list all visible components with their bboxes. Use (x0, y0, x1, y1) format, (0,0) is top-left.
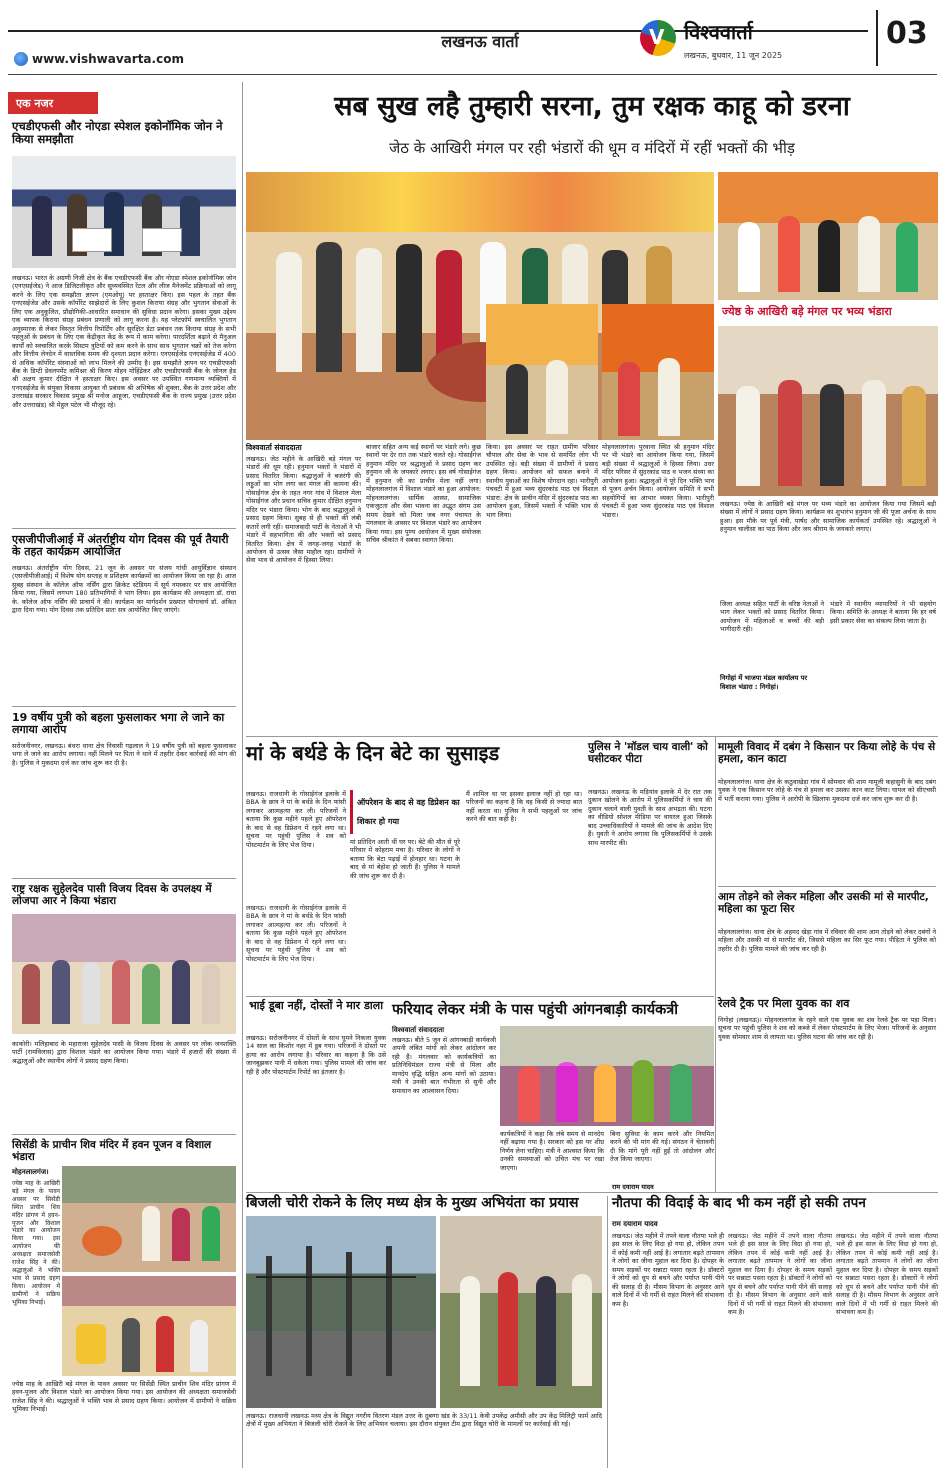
tag-label: एक नजर (16, 97, 54, 110)
heat-body-col2: लखनऊ। जेठ महीने में तपने वाला नौतपा भले ही इस साल के लिए विदा हो गया हो, लेकिन तपन में कोई कमी नहीं आई है। लगातार बढ़ते तापमान ने लोगों का जीना मुहाल कर दिया है। दोपहर के समय सड़कों पर सन्नाटा पसरा रहता है। डॉक्टरों ने लोगों को धूप से बचने और पर्याप्त पानी पीने की सलाह दी है। मौसम विभाग के अनुसार आने वाले दिनों में भी गर्मी से राहत मिलने की संभावना कम है। (728, 1232, 832, 1317)
story5-headline: सिसेंडी के प्राचीन शिव मंदिर में हवन पूजन व विशाल भंडारा (12, 1139, 212, 1163)
story5-dateline: मोहनलालगंज। (12, 1168, 49, 1176)
mango-body: मोहनलालगंज। थाना क्षेत्र के अहमद खेड़ा गांव में रविवार की शाम आम तोड़ने को लेकर दबंगों ने महिला और उसकी मां से मारपीट की, जिससे महिला का सिर फूट गया। पीड़िता ने पुलिस को तहरीर दी है। पुलिस मामले की जांच कर रही है। (718, 928, 936, 953)
railway-body: निगोहां (लखनऊ)। मोहनलालगंज के रहने वाले एक युवक का शव रेलवे ट्रैक पर पड़ा मिला। सूचना पर पहुंची पुलिस ने शव को कब्जे में लेकर पोस्टमार्टम के लिए भेजा। परिजनों के अनुसार युवक सोमवार शाम से लापता था। पुलिस घटना की जांच कर रही है। (718, 1016, 936, 1041)
right-story-col-a: जिला अध्यक्ष सहित पार्टी के वरिष्ठ नेताओं ने भाग लेकर भक्तों को प्रसाद वितरित किया। आयोजन में महिलाओं व बच्चों की बड़ी भागीदारी रही। (720, 600, 824, 634)
ribbon-headline: मामूली विवाद में दबंग ने किसान पर किया लोहे के पंच से हमला, कान काटा (718, 741, 936, 765)
electricity-photo-2 (440, 1216, 602, 1408)
brother-headline: भाई डूबा नहीं, दोस्तों ने मार डाला (248, 999, 384, 1012)
lead-headline: सब सुख लहै तुम्हारी सरना, तुम रक्षक काहू को डरना (334, 91, 850, 122)
globe-icon (14, 52, 28, 66)
page-number: 03 (876, 10, 936, 66)
right-story-photo (718, 326, 938, 496)
anganwadi-byline: राम दयाराम यादव (612, 1183, 654, 1191)
brother-body: लखनऊ। सरोजनीनगर में दोस्तों के साथ घूमने निकला युवक 14 साल का किशोर नहर में डूब गया। परिजनों ने दोस्तों पर हत्या का आरोप लगाया है। परिवार का कहना है कि उसे जानबूझकर पानी में धकेला गया। पुलिस मामले की जांच कर रही है और पोस्टमार्टम रिपोर्ट का इंतजार है। (246, 1034, 386, 1076)
lead-col2: बाजार सहित अन्य कई स्थानों पर भंडारे लगे। कुछ स्थानों पर देर रात तक भंडारे चलते रहे। गोसाईंगंज हनुमान मंदिर पर श्रद्धालुओं ने प्रसाद ग्रहण कर हनुमान जी के जयकारे लगाए। इस वर्ष गोसाईगंज में हनुमान जी का प्राचीन मेला नहीं लगा। मोहनलालगंज में विशाल भंडारे का हुआ आयोजन: मोहनलालगंज। धार्मिक आस्था, सामाजिक एकजुटता और सेवा भावना का अद्भुत संगम उस समय देखने को मिला जब नगर पंचायत के मंगलवार के अवसर पर विशाल भंडारे का आयोजन किया गया। इस पुण्य आयोजन में मुख्य संयोजक सचिव श्रीकांत ने सबका स्वागत किया। (366, 443, 481, 544)
anganwadi-bureau: विश्ववार्ता संवाददाता (392, 1026, 445, 1034)
story4-body: काकोरी। मलिहाबाद के महाराजा सुहेलदेव पासी के विजय दिवस के अवसर पर लोक जनशक्ति पार्टी (रामविलास) द्वारा विशाल भंडारे का आयोजन किया गया। भंडारे में हजारों की संख्या में श्रद्धालुओं और स्थानीय लोगों ने प्रसाद ग्रहण किया। (12, 1040, 236, 1065)
story5-body: ज्येष्ठ माह के आखिरी बड़े मंगल के पावन अवसर पर सिसेंडी स्थित प्राचीन शिव मंदिर प्रांगण में हवन-पूजन और विशाल भंडारे का आयोजन किया गया। इस आयोजन की अध्यक्षता समाजसेवी राजेश सिंह ने की। श्रद्धालुओं ने भक्ति भाव से प्रसाद ग्रहण किया। आयोजन में ग्रामीणों ने सक्रिय भूमिका निभाई। (12, 1180, 60, 1306)
suicide-col3: मैं शामिल था पर इसका इलाज नहीं हो रहा था। परिजनों का कहना है कि वह किसी से ज्यादा बात नहीं करता था। पुलिस ने सभी पहलुओं पर जांच करने की बात कही है। (466, 790, 582, 824)
lead-col1: लखनऊ। जेठ महीने के आखिरी बड़े मंगल पर भंडारों की धूम रही। हनुमान भक्तों ने भंडारों में प्रसाद वितरित किया। श्रद्धालुओं ने बजरंगी की लड्डुओं का भोग लगा कर मंगल की कामना की। गोसाईंगंज क्षेत्र के तहत नगर गांव में विशाल मेला गोसाईंगंज और प्रधान सचिव कुमार दीक्षित हनुमान मंदिर पर भंडारा किया। भोग के बाद श्रद्धालुओं ने प्रसाद ग्रहण किया। सुबह से ही भक्तों की लंबी कतारें लगी रहीं। समाजवादी पार्टी के नेताओं ने भी भंडारे में सहभागिता की और भक्तों को प्रसाद वितरित किया। क्षेत्र में जगह-जगह भंडारों के आयोजन से उत्सव जैसा माहौल रहा। ग्रामीणों ने सेवा भाव से आयोजन में हिस्सा लिया। (246, 455, 361, 565)
left-column (8, 82, 238, 1468)
lead-mid-photo (602, 304, 714, 440)
anganwadi-col1: लखनऊ। बीते 5 जून से आंगनबाड़ी कार्यकत्री अपनी लंबित मांगों को लेकर आंदोलन कर रही हैं। मंगलवार को कार्यकत्रियों का प्रतिनिधिमंडल राज्य मंत्री से मिला और मानदेय वृद्धि सहित अन्य मांगों को उठाया। मंत्री ने उनकी बात गंभीरता से सुनी और समाधान का आश्वासन दिया। (392, 1036, 496, 1095)
lead-small-photo (486, 304, 598, 440)
brand-title: विश्ववार्ता (684, 20, 753, 44)
story1-headline: एचडीएफसी और नोएडा स्पेशल इकोनॉमिक जोन ने किया समझौता (12, 119, 223, 146)
story4-headline: राष्ट्र रक्षक सुहेलदेव पासी विजय दिवस के उपलक्ष्य में लोजपा आर ने किया भंडारा (12, 883, 212, 907)
dateline: लखनऊ, बुधवार, 11 जून 2025 (684, 51, 783, 60)
lead-col4: मोहनलालगंज। पुरवाना स्थित श्री हनुमान मंदिर पर भी भंडारे का आयोजन किया गया, जिसमें बड़ी संख्या में श्रद्धालुओं ने हिस्सा लिया। उधर मंदिर परिसर में सुंदरकांड पाठ व भजन संध्या का आयोजन हुआ। श्रद्धालुओं ने पूरे दिन भक्ति भाव से पूजन अर्चन किया। आयोजन समिति ने सभी सहयोगियों का आभार व्यक्त किया। भारीपुरी पंचवटी में हुआ भव्य सुंदरकांड पाठ एवं विशाल भंडारा। (602, 443, 714, 519)
story2-body: लखनऊ। अंतर्राष्ट्रीय योग दिवस, 21 जून के अवसर पर संजय गांधी आयुर्विज्ञान संस्थान (एसजीपीजीआई) में विशेष योग सप्ताह व प्रशिक्षण कार्यक्रमों का आयोजन किया जा रहा है। आज सुबह संस्थान के कॉलेज ऑफ नर्सिंग द्वारा क्रिकेट स्टेडियम में सूर्य नमस्कार पर सत्र आयोजित किया गया, जिसमें लगभग 180 प्रतिभागियों ने भाग लिया। इस कार्यक्रम की अध्यक्षता डॉ. राधा के. कॉलेज ऑफ नर्सिंग की प्राचार्य ने की। कार्यक्रम का मार्गदर्शन प्रख्यात योगाचार्य डॉ. अंकित द्वारा दिया गया। योग दिवस तक प्रतिदिन प्रातः सत्र आयोजित किए जाएंगे। (12, 564, 236, 615)
suicide-col1: लखनऊ। राजधानी के गोसाईगंज इलाके में BBA के छात्र ने मां के बर्थडे के दिन फांसी लगाकर आत्महत्या कर ली। परिजनों ने बताया कि कुछ महीने पहले हुए ऑपरेशन के बाद से वह डिप्रेशन में रहने लगा था। सूचना पर पहुंची पुलिस ने शव को पोस्टमार्टम के लिए भेज दिया। (246, 790, 346, 849)
heat-body: लखनऊ। जेठ महीने में तपने वाला नौतपा भले ही इस साल के लिए विदा हो गया हो, लेकिन तपन में कोई कमी नहीं आई है। लगातार बढ़ते तापमान ने लोगों का जीना मुहाल कर दिया है। दोपहर के समय सड़कों पर सन्नाटा पसरा रहता है। डॉक्टरों ने लोगों को धूप से बचने और पर्याप्त पानी पीने की सलाह दी है। मौसम विभाग के अनुसार आने वाले दिनों में भी गर्मी से राहत मिलने की संभावना कम है। (612, 1232, 724, 1308)
brand-logo-icon: V (640, 20, 676, 56)
anganwadi-photo (500, 1026, 714, 1126)
story2-headline: एसजीपीजीआई में अंतर्राष्ट्रीय योग दिवस की पूर्व तैयारी के तहत कार्यक्रम आयोजित (12, 533, 229, 559)
heat-byline: राम दयाराम यादव (612, 1220, 658, 1228)
electricity-caption: लखनऊ। राजधानी लखनऊ मध्य क्षेत्र के विद्युत नगरीय वितरण मंडल उत्तर के दुबग्गा खंड के 33/11 केवी उपकेंद्र अमौसी और उप केंद्र मिलिट्री फार्म आदि क्षेत्रों में मुख्य अभियंता ने बिजली चोरी रोकने के लिए अभियान चलाया। इस दौरान संयुक्त टीम द्वारा विद्युत चोरी के मामलों पर कार्रवाई की गई। (246, 1412, 602, 1429)
right-story-title: ज्येष्ठ के आखिरी बड़े मंगल पर भव्य भंडारा (722, 305, 892, 318)
right-story-box (718, 304, 938, 732)
electricity-photo-1 (246, 1216, 436, 1408)
story3-body: सरोजनीनगर, लखनऊ। बंथरा थाना क्षेत्र निवासी गढ़लाल ने 19 वर्षीय पुत्री को बहला फुसलाकर भगा ले जाने का आरोप लगाया। नहीं मिलने पर पिता ने थाने में तहरीर देकर कार्रवाई की मांग की है। पुलिस ने मुकदमा दर्ज कर जांच शुरू कर दी है। (12, 742, 236, 767)
electricity-headline: बिजली चोरी रोकने के लिए मध्य क्षेत्र के मुख्य अभियंता का प्रयास (246, 1195, 579, 1211)
masthead (0, 0, 945, 76)
bhandara-crowd-photo (62, 1276, 236, 1376)
suicide-col1-continued: लखनऊ। राजधानी के गोसाईगंज इलाके में BBA के छात्र ने मां के बर्थडे के दिन फांसी लगाकर आत्महत्या कर ली। परिजनों ने बताया कि कुछ महीने पहले हुए ऑपरेशन के बाद से वह डिप्रेशन में रहने लगा था। सूचना पर पहुंची पुलिस ने शव को पोस्टमार्टम के लिए भेज दिया। (246, 904, 346, 963)
ribbon-body: मोहनलालगंज। थाना क्षेत्र के कठुवाखेड़ा गांव में सोमवार की शाम मामूली कहासुनी के बाद दबंग युवक ने एक किसान पर लोहे के पंच से हमला कर उसका कान काट लिया। घायल को सीएचसी में भर्ती कराया गया। पुलिस ने आरोपी के खिलाफ मुकदमा दर्ज कर जांच शुरू कर दी है। (718, 778, 936, 803)
suicide-col2: मां प्रतिदिन आती थीं घर पर। बेटे की मौत से पूरे परिवार में कोहराम मचा है। परिवार के लोगों ने बताया कि बेटा पढ़ाई में होनहार था। घटना के बाद से मां बेहोश हो जाती हैं। पुलिस ने मामले की जांच शुरू कर दी है। (350, 838, 460, 880)
railway-story (716, 996, 938, 1192)
mou-signing-photo (12, 156, 236, 268)
mango-headline: आम तोड़ने को लेकर महिला और उसकी मां से मारपीट, महिला का फूटा सिर (718, 891, 929, 915)
right-story-body: लखनऊ। ज्येष्ठ के आखिरी बड़े मंगल पर भव्य भंडारे का आयोजन किया गया जिसमें बड़ी संख्या में लोगों ने प्रसाद ग्रहण किया। कार्यक्रम का शुभारंभ हनुमान जी की पूजा अर्चना के साथ हुआ। इस मौके पर पूर्व मंत्री, पार्षद और सामाजिक कार्यकर्ता उपस्थित रहे। श्रद्धालुओं ने हनुमान चालीसा का पाठ किया और जय श्रीराम के जयकारे लगाए। (720, 500, 936, 534)
right-story-subtag: निगोहां में भाजपा मंडल कार्यालय पर विशाल भंडारा : निगोहां। (720, 674, 808, 691)
anganwadi-col2: कार्यकत्रियों ने कहा कि लंबे समय से मानदेय नहीं बढ़ाया गया है। सरकार को इस पर शीघ्र निर्णय लेना चाहिए। मंत्री ने आश्वस्त किया कि उनकी समस्याओं को उचित मंच पर रखा जाएगा। (500, 1130, 604, 1172)
anganwadi-headline: फरियाद लेकर मंत्री के पास पहुंची आंगनबाड़ी कार्यकत्री (392, 1002, 678, 1018)
heat-headline: नौतपा की विदाई के बाद भी कम नहीं हो सकी तपन (612, 1195, 866, 1211)
lead-col3: किया। इस अवसर पर राहत ग्रामीण परिवार चौपाल और सेवा के भाव से समर्पित लोग भी उपस्थित रहे। बड़ी संख्या में ग्रामीणों ने प्रसाद ग्रहण किया। आयोजन को सफल बनाने में स्थानीय युवाओं का विशेष योगदान रहा। भारीपुरी पंचवटी में हुआ भव्य सुंदरकांड पाठ एवं विशाल भंडारा: क्षेत्र के प्राचीन मंदिर में सुंदरकांड पाठ का आयोजन हुआ, जिसमें भक्तों ने भक्ति भाव से भाग लिया। (486, 443, 598, 519)
bhandara-photo (12, 914, 236, 1034)
website-link[interactable]: www.vishwavarta.com (32, 52, 184, 66)
lead-bureau: विश्ववार्ता संवाददाता (246, 443, 302, 452)
anganwadi-col3: बिना सुविधा के काम करने और नियमित करने की भी मांग की गई। संगठन ने चेतावनी दी कि मांगे पूरी नहीं हुईं तो आंदोलन और तेज किया जाएगा। (610, 1130, 714, 1164)
ek-nazar-tag (8, 92, 98, 114)
police-headline: पुलिस ने 'मॉडल चाय वाली' को घसीटकर पीटा (588, 741, 708, 765)
story5-body-continued: ज्येष्ठ माह के आखिरी बड़े मंगल के पावन अवसर पर सिसेंडी स्थित प्राचीन शिव मंदिर प्रांगण में हवन-पूजन और विशाल भंडारे का आयोजन किया गया। इस आयोजन की अध्यक्षता समाजसेवी राजेश सिंह ने की। श्रद्धालुओं ने भक्ति भाव से प्रसाद ग्रहण किया। आयोजन में ग्रामीणों ने सक्रिय भूमिका निभाई। (12, 1380, 236, 1414)
heat-body-col3: लखनऊ। जेठ महीने में तपने वाला नौतपा भले ही इस साल के लिए विदा हो गया हो, लेकिन तपन में कोई कमी नहीं आई है। लगातार बढ़ते तापमान ने लोगों का जीना मुहाल कर दिया है। दोपहर के समय सड़कों पर सन्नाटा पसरा रहता है। डॉक्टरों ने लोगों को धूप से बचने और पर्याप्त पानी पीने की सलाह दी है। मौसम विभाग के अनुसार आने वाले दिनों में भी गर्मी से राहत मिलने की संभावना कम है। (836, 1232, 938, 1317)
right-story-col-b: भंडारे में स्थानीय व्यापारियों ने भी सहयोग किया। समिति के अध्यक्ष ने बताया कि हर वर्ष इसी प्रकार सेवा का संकल्प लिया जाता है। (830, 600, 936, 625)
section-title: लखनऊ वार्ता (441, 32, 519, 51)
suicide-sidebar-text: ऑपरेशन के बाद से वह डिप्रेशन का शिकार हो गया (357, 798, 460, 826)
police-body: लखनऊ। लखनऊ के मड़ियांव इलाके में देर रात तक दुकान खोलने के आरोप में पुलिसकर्मियों ने चाय की दुकान चलाने वाली युवती के साथ अभद्रता की। घटना का वीडियो सोशल मीडिया पर वायरल हुआ जिसके बाद उच्चाधिकारियों ने मामले की जांच के आदेश दिए हैं। युवती ने आरोप लगाया कि पुलिसकर्मियों ने उसके साथ मारपीट की। (588, 788, 712, 847)
railway-headline: रेलवे ट्रैक पर मिला युवक का शव (718, 997, 850, 1010)
story3-headline: 19 वर्षीय पुत्री को बहला फुसलाकर भगा ले जाने का लगाया आरोप (12, 711, 225, 737)
ribbon-story (716, 742, 938, 992)
lead-subheadline: जेठ के आखिरी मंगल पर रही भंडारों की धूम व मंदिरों में रहीं भक्तों की भीड़ (389, 139, 795, 157)
suicide-headline: मां के बर्थडे के दिन बेटे का सुसाइड (246, 741, 500, 765)
havan-photo (62, 1166, 236, 1272)
lead-right-photo (718, 172, 938, 300)
story1-body: लखनऊ। भारत के अग्रणी निजी क्षेत्र के बैंक एचडीएफसी बैंक और नोएडा स्पेशल इकोनॉमिक जोन (एनएसईजेड) ने आज डिजिटलीकृत और सुव्यवस्थित रेंटल और लीज मैनेजमेंट प्रक्रियाओं को लागू करने के लिए एक समझौता ज्ञापन (एमओयू) पर हस्ताक्षर किए। इस पहल के तहत बैंक एनएसईजेड और उसके कॉर्पोरेट साझेदारों के लिए कुशल किराया संग्रह और भुगतान सेवाओं के लिए एक अनुकूलित, प्रौद्योगिकी-आधारित समाधान की सुविधा प्रदान करेगा। इसका मुख्य उद्देश्य एक व्यापक किराया संग्रह प्रबंधन प्रणाली को लागू करना है। यह प्लेटफ़ॉर्म स्वचालित भुगतान अनुस्मारक से लेकर विस्तृत वित्तीय रिपोर्टिंग और सुरक्षित डेटा प्रबंधन तक किराया संग्रह के सभी पहलुओं के प्रबंधन के लिए एक केंद्रीकृत केंद्र के रूप में काम करेगा। पारदर्शिता बढ़ाने से मैनुअल कार्यों को स्वचालित करके सिस्टम त्रुटियों को कम करने के साथ साथ भुगतान चक्रों को तेज करेगा और वित्तीय लेनदेन में वास्तविक समय की दृश्यता प्रदान करेगा। एनएसईजेड एनएसईजेड में 400 से अधिक कॉर्पोरेट संस्थाओं को लाभ मिलने की उम्मीद है। इस समझौते ज्ञापन पर एचडीएफसी बैंक के डिप्टी डेवलपमेंट कमिश्नर श्री किरण मोहन मोहिंद्रेकर और एचडीएफसी बैंक के जोनल हेड श्री अक्षय कुमार दीक्षित ने हस्ताक्षर किए। इस अवसर पर उपस्थित गणमान्य व्यक्तियों में एनएसईजेड के संयुक्त विकास आयुक्त नौ प्रबंधक श्री अभिषेक श्री शुक्ला, बैंक के उत्तर प्रदेश और उत्तराखंड सरकार विकास प्रमुख श्री मनोज आहूजा, एचडीएफसी बैंक के राज्य प्रमुख (उत्तर प्रदेश और उत्तराखंड) श्री मेहुल पटेल भी मौजूद रहे। (12, 274, 236, 409)
suicide-sidebar (350, 790, 460, 834)
